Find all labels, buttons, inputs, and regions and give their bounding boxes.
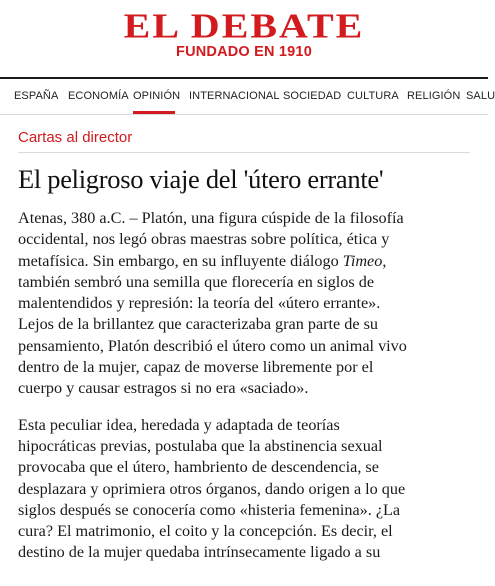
text-segment: ,	[382, 251, 387, 270]
nav-item-religion[interactable]: RELIGIÓN	[407, 90, 461, 102]
section-divider	[18, 152, 470, 153]
site-logo[interactable]: EL DEBATE	[123, 5, 365, 46]
article-line: también sembró una semilla que florecería en siglos de	[18, 272, 375, 291]
article-line: Atenas, 380 a.C. – Platón, una figura cúspide de la filosofía	[18, 209, 404, 227]
article-line: cuerpo y causar estragos si no era «saciado».	[18, 379, 309, 398]
article-body	[18, 208, 484, 564]
article-line: hipocráticas previas, postulaba que la abstinencia sexual	[18, 436, 383, 455]
nav-item-opinion[interactable]: OPINIÓN	[133, 90, 181, 102]
article-line: Esta peculiar idea, heredada y adaptada de teorías	[18, 415, 340, 434]
article-line: destino de la mujer quedaba intrínsecamente ligado a su	[18, 543, 381, 562]
article-line: siglos después se conocería como «histeria femenina». ¿La	[18, 500, 401, 519]
nav-item-sociedad[interactable]: SOCIEDAD	[283, 90, 342, 102]
article-line	[18, 251, 484, 272]
article-line: dentro de la mujer, capaz de moverse libremente por el	[18, 358, 374, 377]
site-tagline: FUNDADO EN 1910	[176, 44, 312, 60]
nav-item-espana[interactable]: ESPAÑA	[14, 90, 59, 102]
paragraph-gap	[18, 400, 484, 415]
nav-item-cultura[interactable]: CULTURA	[347, 90, 399, 102]
article-line: cura? El matrimonio, el coito y la concepción. Es decir, el	[18, 522, 393, 541]
masthead	[0, 0, 488, 78]
article-line: desplazara y oprimiera otros órganos, dando origen a lo que	[18, 479, 406, 498]
section-nav	[0, 79, 495, 115]
nav-item-economia[interactable]: ECONOMÍA	[68, 90, 129, 102]
article-paragraph	[18, 415, 484, 564]
article-title: El peligroso viaje del 'útero errante'	[18, 164, 384, 194]
work-title-italic: Timeo	[342, 251, 383, 270]
article-line: pensamiento, Platón describió el útero como un animal vivo	[18, 336, 407, 355]
article-line: malentendidos y represión: la teoría del «útero errante».	[18, 294, 381, 313]
article-line: provocaba que el útero, hambriento de descendencia, se	[18, 458, 379, 477]
article-line: occidental, nos legó obras maestras sobre política, ética y	[18, 230, 390, 249]
article-paragraph	[18, 208, 484, 400]
nav-active-indicator	[133, 111, 175, 114]
article-section-label[interactable]: Cartas al director	[18, 129, 133, 146]
text-segment: metafísica. Sin embargo, en su influyente diálogo	[18, 251, 343, 270]
article-line: Lejos de la brillantez que caracterizaba gran parte de su	[18, 315, 378, 334]
nav-item-salud[interactable]: SALU	[466, 90, 495, 102]
nav-item-internacional[interactable]: INTERNACIONAL	[189, 90, 280, 102]
